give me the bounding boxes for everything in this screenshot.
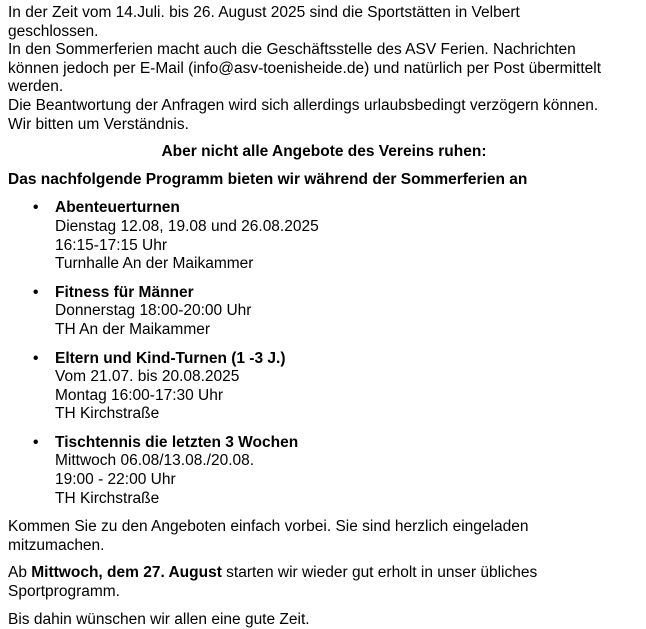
offer-detail: TH An der Maikammer [55, 320, 211, 338]
intro-line-4: können jedoch per E-Mail (info@asv-toenisheide.de) und natürlich per Post übermittelt [8, 59, 601, 77]
offer-detail: Turnhalle An der Maikammer [55, 255, 254, 273]
offer-detail: TH Kirchstraße [55, 489, 160, 507]
program-heading: Das nachfolgende Programm bieten wir während der Sommerferien an [8, 170, 528, 188]
bullet-icon: • [33, 433, 39, 451]
invite-line-2: mitzumachen. [8, 536, 105, 554]
invite-line-1: Kommen Sie zu den Angeboten einfach vorbei. Sie sind herzlich eingeladen [8, 518, 529, 536]
restart-suffix: starten wir wieder gut erholt in unser übliches [221, 564, 538, 582]
list-item [8, 434, 640, 508]
offer-detail: Mittwoch 06.08/13.08./20.08. [55, 452, 255, 470]
offer-detail: 19:00 - 22:00 Uhr [55, 471, 176, 489]
offer-title: Tischtennis die letzten 3 Wochen [55, 433, 299, 451]
intro-line-5: werden. [8, 78, 64, 96]
offer-detail: Dienstag 12.08, 19.08 und 26.08.2025 [55, 217, 319, 235]
restart-date: Mittwoch, dem 27. August [31, 564, 222, 582]
offer-detail: TH Kirchstraße [55, 405, 160, 423]
restart-line-1 [8, 564, 640, 583]
intro-line-7: Wir bitten um Verständnis. [8, 115, 189, 133]
restart-line-2: Sportprogramm. [8, 583, 120, 601]
list-item [8, 284, 640, 340]
farewell-paragraph [8, 611, 640, 629]
offer-list [8, 199, 640, 508]
intro-line-3: In den Sommerferien macht auch die Geschäftsstelle des ASV Ferien. Nachrichten [8, 41, 576, 59]
bullet-icon: • [33, 199, 39, 217]
intro-line-1: In der Zeit vom 14.Juli. bis 26. August 2025 sind die Sportstätten in Velbert [8, 4, 520, 21]
headline: Aber nicht alle Angebote des Vereins ruhen: [161, 143, 487, 161]
restart-paragraph [8, 564, 640, 601]
bullet-icon: • [33, 283, 39, 301]
invite-paragraph [8, 518, 640, 555]
offer-detail: Donnerstag 18:00-20:00 Uhr [55, 302, 252, 320]
intro-section [8, 4, 640, 134]
intro-line-2: geschlossen. [8, 22, 99, 40]
restart-prefix: Ab [8, 564, 32, 582]
bullet-icon: • [33, 349, 39, 367]
offer-title: Abenteuerturnen [55, 199, 180, 217]
list-item [8, 199, 640, 273]
intro-line-6: Die Beantwortung der Anfragen wird sich allerdings urlaubsbedingt verzögern können. [8, 96, 599, 114]
farewell-line: Bis dahin wünschen wir allen eine gute Zeit. [8, 610, 310, 628]
list-item [8, 350, 640, 424]
offer-title: Eltern und Kind-Turnen (1 -3 J.) [55, 349, 286, 367]
offer-detail: 16:15-17:15 Uhr [55, 236, 168, 254]
offer-title: Fitness für Männer [55, 283, 194, 301]
offer-detail: Vom 21.07. bis 20.08.2025 [55, 368, 240, 386]
offer-detail: Montag 16:00-17:30 Uhr [55, 386, 224, 404]
